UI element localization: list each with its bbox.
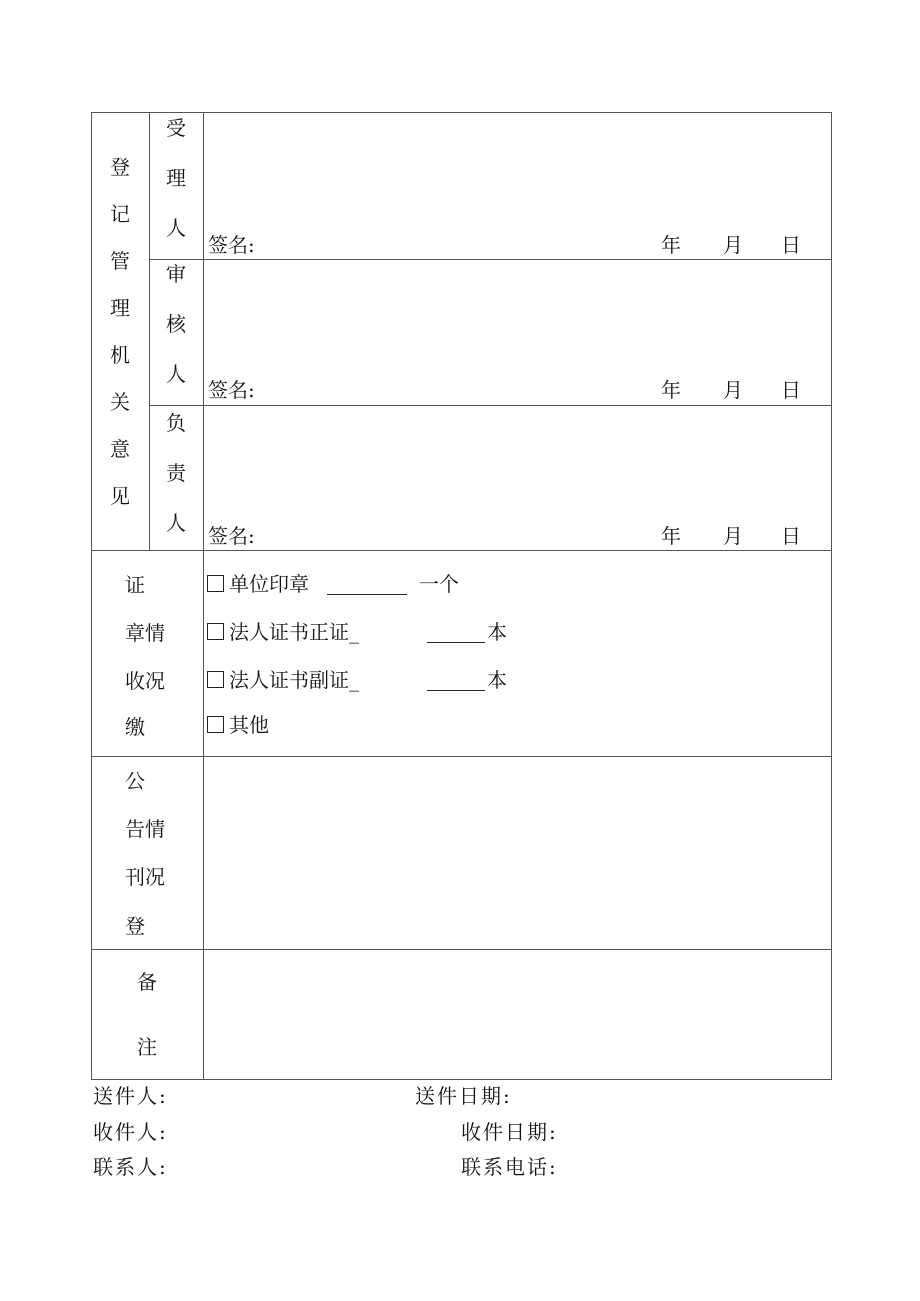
seal-section-label: 缴 xyxy=(125,715,145,739)
unit-seal-unit: 一个 xyxy=(419,572,459,596)
section-divider xyxy=(91,550,832,551)
publication-section-label: 告情 xyxy=(125,817,165,841)
opinion-section-header: 登 记 管 理 机 关 意 见 xyxy=(110,155,130,508)
publication-content-area[interactable] xyxy=(205,758,830,948)
year-label: 年 xyxy=(661,378,681,402)
row-divider xyxy=(149,405,832,406)
certificate-original-label: 法人证书正证_ xyxy=(229,620,359,644)
certificate-copy-unit: 本 xyxy=(487,668,507,692)
year-label: 年 xyxy=(661,233,681,257)
day-label: 日 xyxy=(781,233,801,257)
unit-seal-label: 单位印章 xyxy=(229,572,309,596)
sender-label: 送件人: xyxy=(93,1084,168,1108)
contact-phone-label: 联系电话: xyxy=(461,1155,558,1179)
seal-section-label: 证 xyxy=(125,573,145,597)
certificate-original-checkbox[interactable] xyxy=(207,623,224,640)
certificate-copy-label: 法人证书副证_ xyxy=(229,668,359,692)
seal-section-label: 收况 xyxy=(125,669,165,693)
role-label-responsible: 负 责 人 xyxy=(166,411,186,535)
signature-label: 签名: xyxy=(208,524,255,548)
role-label-reviewer: 审 核 人 xyxy=(166,262,186,386)
other-checkbox[interactable] xyxy=(207,716,224,733)
certificate-original-unit: 本 xyxy=(487,620,507,644)
month-label: 月 xyxy=(723,524,743,548)
send-date-label: 送件日期: xyxy=(415,1084,512,1108)
section-divider xyxy=(91,949,832,950)
unit-seal-checkbox[interactable] xyxy=(207,575,224,592)
remarks-content-area[interactable] xyxy=(205,951,830,1079)
day-label: 日 xyxy=(781,378,801,402)
certificate-original-blank[interactable] xyxy=(427,624,485,643)
certificate-copy-checkbox[interactable] xyxy=(207,671,224,688)
seal-section-label: 章情 xyxy=(125,621,165,645)
month-label: 月 xyxy=(723,233,743,257)
signature-label: 签名: xyxy=(208,378,255,402)
role-label-acceptor: 受 理 人 xyxy=(166,116,186,240)
section-divider xyxy=(91,756,832,757)
certificate-copy-blank[interactable] xyxy=(427,672,485,691)
other-label: 其他 xyxy=(229,713,269,737)
contact-label: 联系人: xyxy=(93,1155,168,1179)
opinion-header-divider xyxy=(149,112,150,551)
label-column-divider xyxy=(203,112,204,1080)
publication-section-label: 登 xyxy=(125,914,145,938)
publication-section-label: 刊况 xyxy=(125,865,165,889)
unit-seal-blank[interactable] xyxy=(327,576,407,595)
row-divider xyxy=(149,259,832,260)
month-label: 月 xyxy=(723,378,743,402)
remarks-label: 备 xyxy=(137,970,157,994)
remarks-label: 注 xyxy=(137,1035,157,1059)
receiver-label: 收件人: xyxy=(93,1120,168,1144)
year-label: 年 xyxy=(661,524,681,548)
day-label: 日 xyxy=(781,524,801,548)
receive-date-label: 收件日期: xyxy=(461,1120,558,1144)
signature-label: 签名: xyxy=(208,233,255,257)
publication-section-label: 公 xyxy=(125,769,145,793)
